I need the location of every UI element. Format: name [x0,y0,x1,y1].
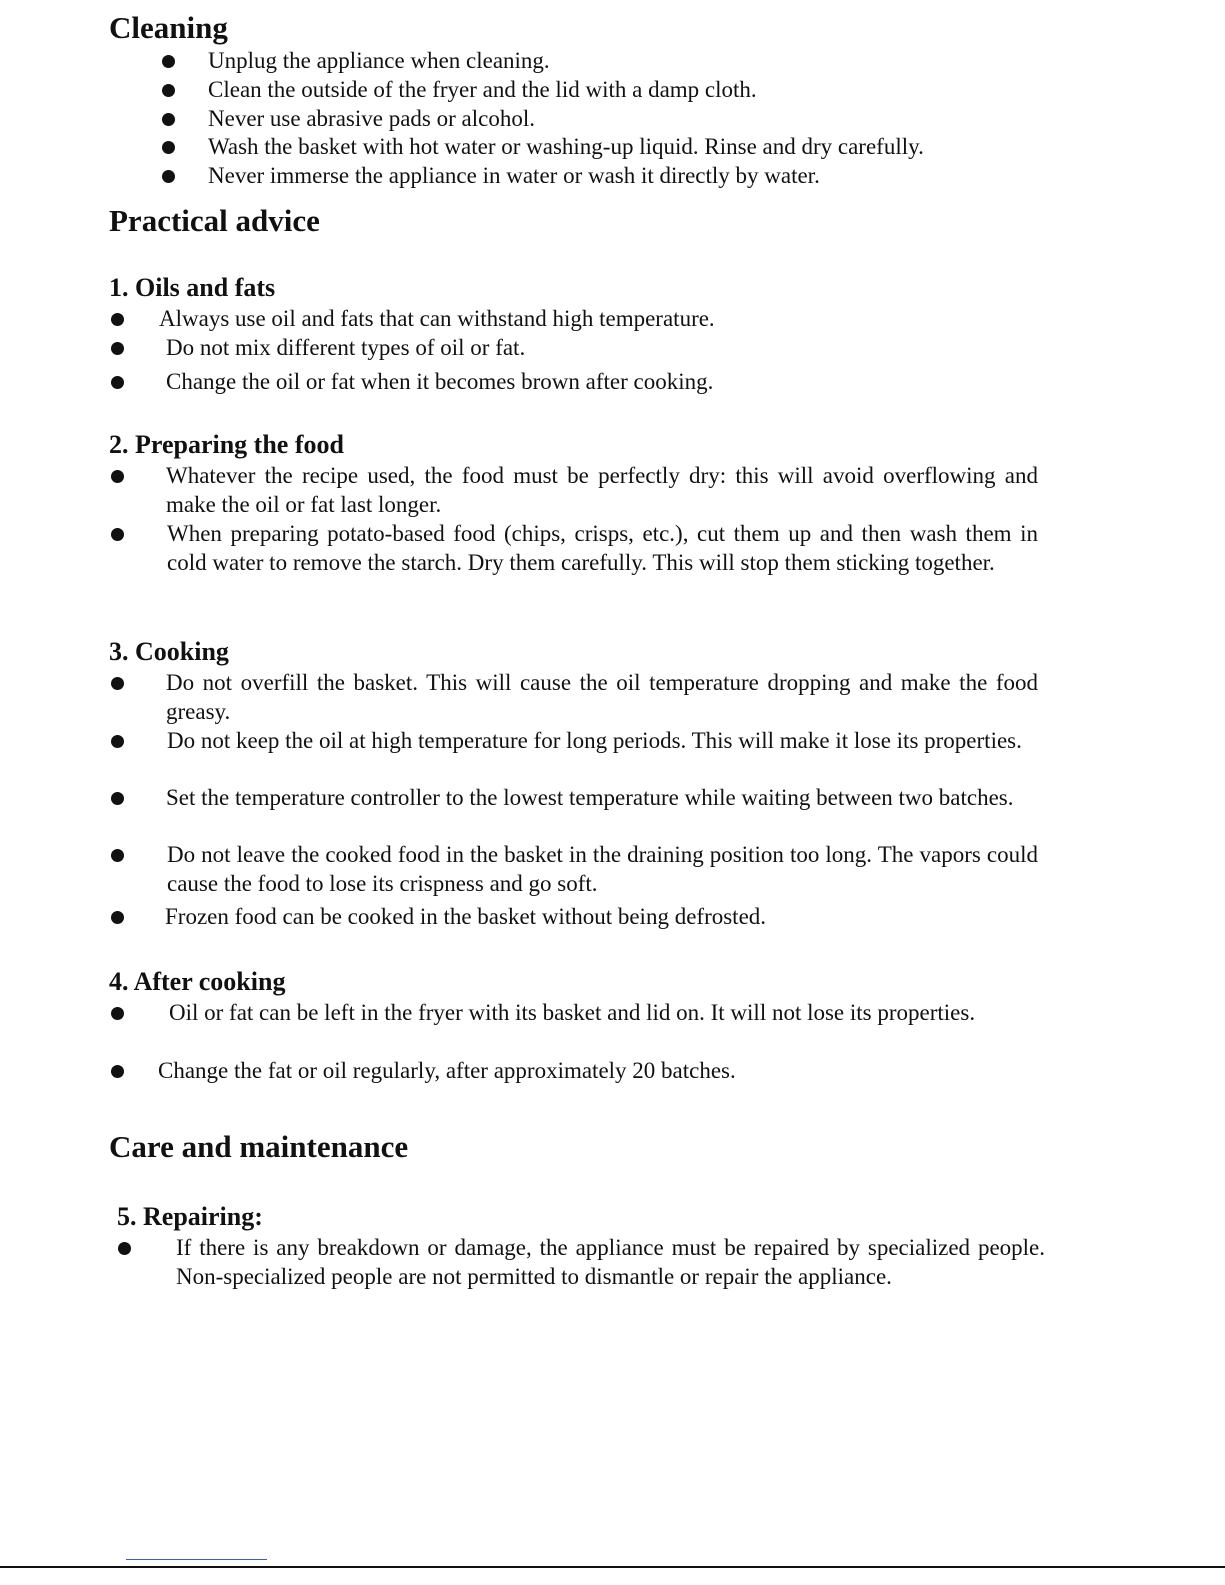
list-item [111,519,1039,606]
footer-link-rule [126,1559,267,1560]
bullet-icon [111,792,124,805]
bullet-icon [162,113,175,126]
practical-advice-heading: Practical advice [109,203,320,238]
bullet-icon [118,1242,131,1255]
list-item-text: Oil or fat can be left in the fryer with its basket and lid on. It will not lose its properties. [169,1000,976,1025]
list-item-text: Always use oil and fats that can withstand high temperature. [159,306,715,331]
bullet-icon [162,55,175,68]
list-item-text: Wash the basket with hot water or washing-up liquid. Rinse and dry carefully. [208,134,924,159]
list-item-text: Do not overfill the basket. This will cause the oil temperature dropping and make the food greasy. [166,670,1038,724]
bullet-icon [111,1007,124,1020]
after-cooking-heading: 4. After cooking [109,967,286,996]
list-item-text: Change the oil or fat when it becomes brown after cooking. [166,369,714,394]
list-item-text: Never use abrasive pads or alcohol. [208,106,535,131]
list-item-text: Never immerse the appliance in water or wash it directly by water. [208,163,820,188]
bullet-icon [162,170,175,183]
bullet-icon [111,313,124,326]
bullet-icon [111,849,124,862]
list-item [111,461,1039,519]
bullet-icon [111,470,124,483]
list-item [111,783,1039,841]
bullet-icon [111,528,124,541]
list-item [118,1233,1046,1320]
list-item-text: Set the temperature controller to the lowest temperature while waiting between two batches. [166,785,1014,810]
bullet-icon [111,677,124,690]
list-item [111,668,1039,726]
list-item-text: Do not keep the oil at high temperature for long periods. This will make it lose its properties. [167,728,1022,753]
footer-rule [0,1566,1225,1568]
cleaning-heading: Cleaning [109,10,228,45]
bullet-icon [111,911,124,924]
list-item-text: Do not mix different types of oil or fat. [166,335,526,360]
list-item-text: Change the fat or oil regularly, after approximately 20 batches. [158,1058,736,1083]
list-item [111,840,1039,898]
preparing-food-heading: 2. Preparing the food [109,430,344,459]
list-item-text: When preparing potato-based food (chips, crisps, etc.), cut them up and then wash them in cold water to remove the starch. Dry them carefully. This will stop them sticking together. [167,521,1038,575]
bullet-icon [162,84,175,97]
bullet-icon [111,735,124,748]
list-item-text: Frozen food can be cooked in the basket without being defrosted. [165,904,767,929]
list-item-text: Clean the outside of the fryer and the lid with a damp cloth. [208,77,757,102]
list-item-text: Do not leave the cooked food in the basket in the draining position too long. The vapors could cause the food to lose its crispness and go soft. [167,842,1038,896]
care-maintenance-heading: Care and maintenance [109,1129,409,1164]
cooking-heading: 3. Cooking [109,637,229,666]
list-item [111,726,1039,784]
bullet-icon [111,342,124,355]
list-item-text: Whatever the recipe used, the food must be perfectly dry: this will avoid overflowing and make the oil or fat last longer. [166,463,1038,517]
list-item-text: Unplug the appliance when cleaning. [208,48,550,73]
oils-fats-heading: 1. Oils and fats [109,273,276,302]
bullet-icon [111,1065,124,1078]
repairing-heading: 5. Repairing: [117,1202,263,1231]
bullet-icon [162,141,175,154]
bullet-icon [111,376,124,389]
list-item-text: If there is any breakdown or damage, the appliance must be repaired by specialized people. Non-specialized people are not permitted to dismantle or repair the appliance. [176,1235,1045,1289]
list-item [111,998,1039,1056]
